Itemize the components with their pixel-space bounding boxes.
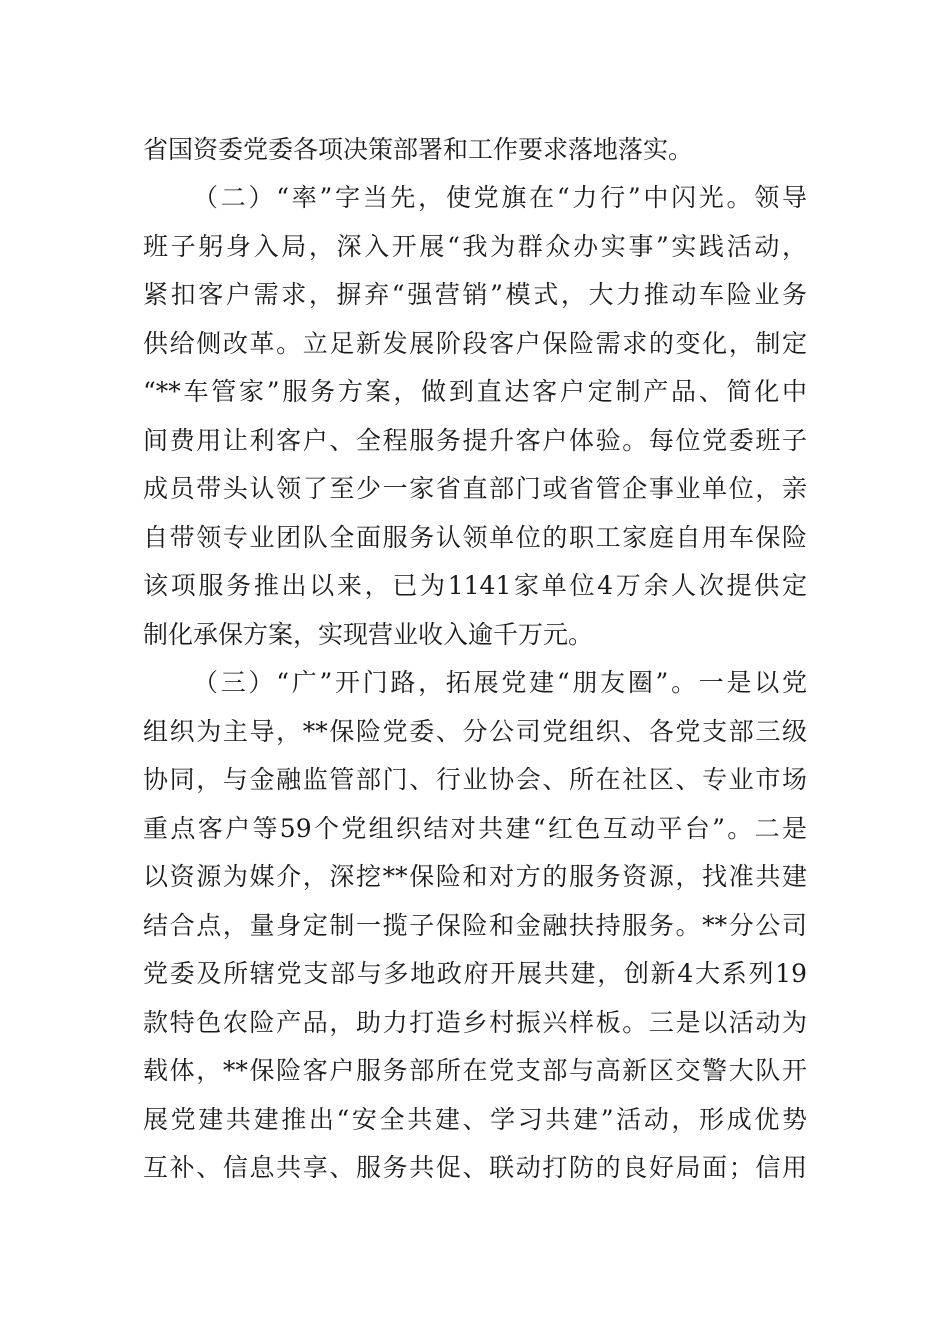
text-line: 该项服务推出以来，已为1141家单位4万余人次提供定: [143, 571, 807, 600]
text-line: 供给侧改革。立足新发展阶段客户保险需求的变化，制定: [143, 329, 807, 358]
text-line: 展党建共建推出“安全共建、学习共建”活动，形成优势: [143, 1105, 807, 1134]
text-line: 党委及所辖党支部与多地政府开展共建，创新4大系列19: [143, 959, 807, 988]
text-line: “**车管家”服务方案，做到直达客户定制产品、简化中: [143, 377, 807, 406]
text-line: 紧扣客户需求，摒弃“强营销”模式，大力推动车险业务: [143, 280, 807, 309]
paragraph-heading-line: （二）“率”字当先，使党旗在“力行”中闪光。领导: [193, 183, 807, 212]
text-line: 组织为主导，**保险党委、分公司党组织、各党支部三级: [143, 717, 807, 746]
text-line: 款特色农险产品，助力打造乡村振兴样板。三是以活动为: [143, 1008, 807, 1037]
text-line: 以资源为媒介，深挖**保险和对方的服务资源，找准共建: [143, 862, 807, 891]
paragraph-heading-line: （三）“广”开门路，拓展党建“朋友圈”。一是以党: [193, 668, 807, 697]
text-line: 省国资委党委各项决策部署和工作要求落地落实。: [143, 135, 694, 164]
text-line: 自带领专业团队全面服务认领单位的职工家庭自用车保险: [143, 523, 807, 552]
text-line: 协同，与金融监管部门、行业协会、所在社区、专业市场: [143, 765, 807, 794]
text-line: 间费用让利客户、全程服务提升客户体验。每位党委班子: [143, 426, 807, 455]
text-line: 结合点，量身定制一揽子保险和金融扶持服务。**分公司: [143, 911, 807, 940]
text-line: 成员带头认领了至少一家省直部门或省管企事业单位，亲: [143, 474, 807, 503]
text-line: 制化承保方案，实现营业收入逾千万元。: [143, 620, 594, 649]
text-line: 班子躬身入局，深入开展“我为群众办实事”实践活动，: [143, 232, 807, 261]
text-line: 载体，**保险客户服务部所在党支部与高新区交警大队开: [143, 1056, 807, 1085]
text-line: 重点客户等59个党组织结对共建“红色互动平台”。二是: [143, 814, 807, 843]
text-line: 互补、信息共享、服务共促、联动打防的良好局面；信用: [143, 1153, 807, 1182]
